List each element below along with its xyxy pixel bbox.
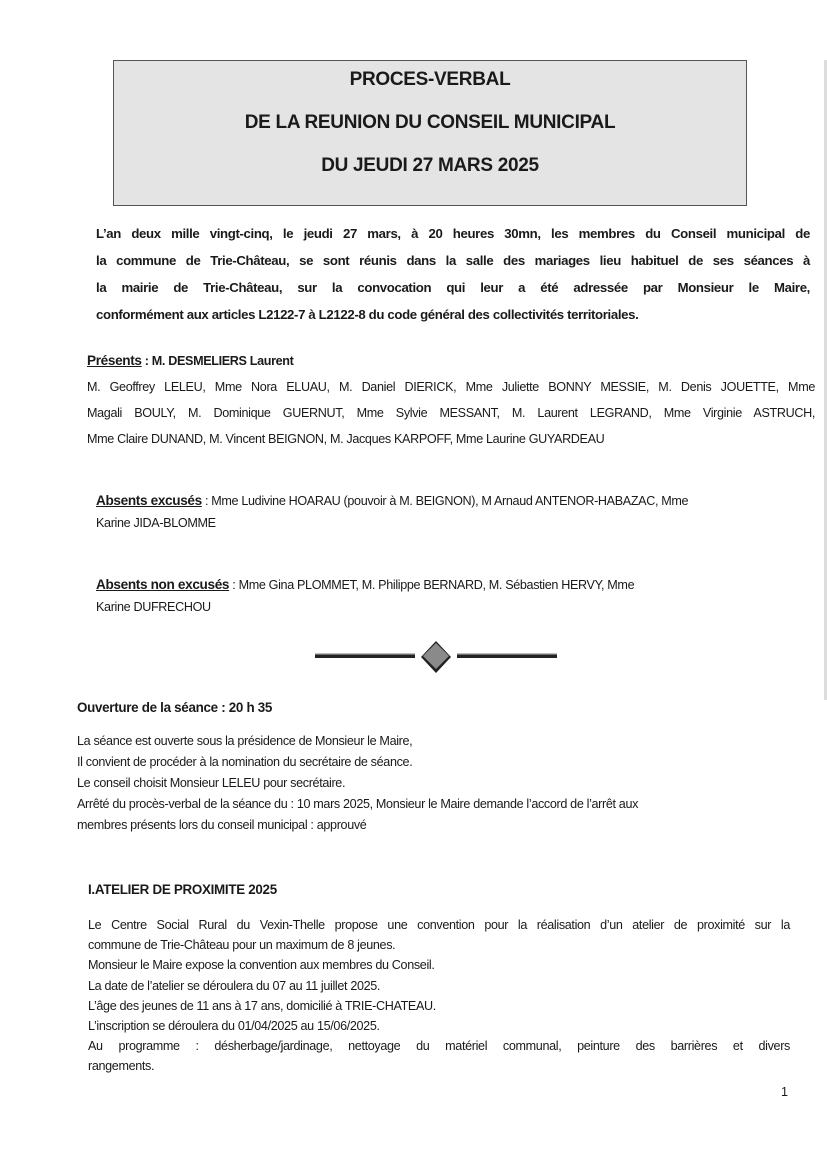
atelier-line: Le Centre Social Rural du Vexin-Thelle propose une convention pour la réalisation d’un atelier de proximité sur la xyxy=(88,918,790,932)
atelier-body xyxy=(88,915,790,1077)
presents-label: Présents xyxy=(87,353,142,368)
presents-heading xyxy=(87,353,293,368)
ouverture-line: Il convient de procéder à la nomination du secrétaire de séance. xyxy=(77,755,413,769)
intro-paragraph xyxy=(96,220,810,328)
atelier-line: La date de l’atelier se déroulera du 07 au 11 juillet 2025. xyxy=(88,978,381,993)
presents-line: Magali BOULY, M. Dominique GUERNUT, Mme Sylvie MESSANT, M. Laurent LEGRAND, Mme Virginie ASTRUCH, xyxy=(87,406,815,420)
presents-line: M. Geoffrey LELEU, Mme Nora ELUAU, M. Daniel DIERICK, Mme Juliette BONNY MESSIE, M. Denis JOUETTE, Mme xyxy=(87,380,815,394)
title-line-2: DE LA REUNION DU CONSEIL MUNICIPAL xyxy=(244,112,616,133)
absents-non-excuses-line: : Mme Gina PLOMMET, M. Philippe BERNARD, M. Sébastien HERVY, Mme xyxy=(229,578,635,592)
absents-non-excuses-label: Absents non excusés xyxy=(96,577,230,592)
absents-excuses xyxy=(96,490,688,534)
absents-non-excuses-line: Karine DUFRECHOU xyxy=(96,600,211,614)
ouverture-body xyxy=(77,731,817,836)
atelier-line: rangements. xyxy=(88,1059,155,1074)
presents-list xyxy=(87,374,815,452)
diamond-divider xyxy=(315,640,557,674)
ouverture-line: Arrêté du procès-verbal de la séance du : 10 mars 2025, Monsieur le Maire demande l’accord de l’arrêt aux xyxy=(77,797,639,811)
atelier-line: Monsieur le Maire expose la convention aux membres du Conseil. xyxy=(88,958,435,973)
atelier-line: L’inscription se déroulera du 01/04/2025 au 15/06/2025. xyxy=(88,1019,380,1034)
ouverture-title: Ouverture de la séance : 20 h 35 xyxy=(77,700,273,715)
ouverture-line: Le conseil choisit Monsieur LELEU pour secrétaire. xyxy=(77,776,346,790)
title-box xyxy=(113,60,747,206)
atelier-line: Au programme : désherbage/jardinage, nettoyage du matériel communal, peinture des barrières et divers xyxy=(88,1039,790,1054)
absents-excuses-label: Absents excusés xyxy=(96,493,202,508)
title-line-3: DU JEUDI 27 MARS 2025 xyxy=(321,155,539,176)
intro-line: conformément aux articles L2122-7 à L2122-8 du code général des collectivités territoriales. xyxy=(96,307,639,322)
atelier-title: I.ATELIER DE PROXIMITE 2025 xyxy=(88,882,277,897)
ouverture-line: membres présents lors du conseil municipal : approuvé xyxy=(77,818,367,832)
ouverture-line: La séance est ouverte sous la présidence de Monsieur le Maire, xyxy=(77,734,413,748)
page-number: 1 xyxy=(781,1085,788,1099)
absents-excuses-line: : Mme Ludivine HOARAU (pouvoir à M. BEIGNON), M Arnaud ANTENOR-HABAZAC, Mme xyxy=(201,494,689,508)
intro-line: la commune de Trie-Château, se sont réunis dans la salle des mariages lieu habituel de ses séances à xyxy=(96,253,810,268)
atelier-line: commune de Trie-Château pour un maximum de 8 jeunes. xyxy=(88,938,396,953)
absents-excuses-line: Karine JIDA-BLOMME xyxy=(96,516,216,530)
absents-non-excuses xyxy=(96,574,634,618)
presents-line: Mme Claire DUNAND, M. Vincent BEIGNON, M. Jacques KARPOFF, Mme Laurine GUYARDEAU xyxy=(87,432,605,446)
intro-line: la mairie de Trie-Château, sur la convocation qui leur a été adressée par Monsieur le Maire, xyxy=(96,280,810,295)
title-line-1: PROCES-VERBAL xyxy=(349,69,511,90)
atelier-line: L’âge des jeunes de 11 ans à 17 ans, domicilié à TRIE-CHATEAU. xyxy=(88,998,436,1013)
president-name: : M. DESMELIERS Laurent xyxy=(141,354,294,368)
intro-line: L’an deux mille vingt-cinq, le jeudi 27 mars, à 20 heures 30mn, les membres du Conseil municipal de xyxy=(96,226,810,241)
